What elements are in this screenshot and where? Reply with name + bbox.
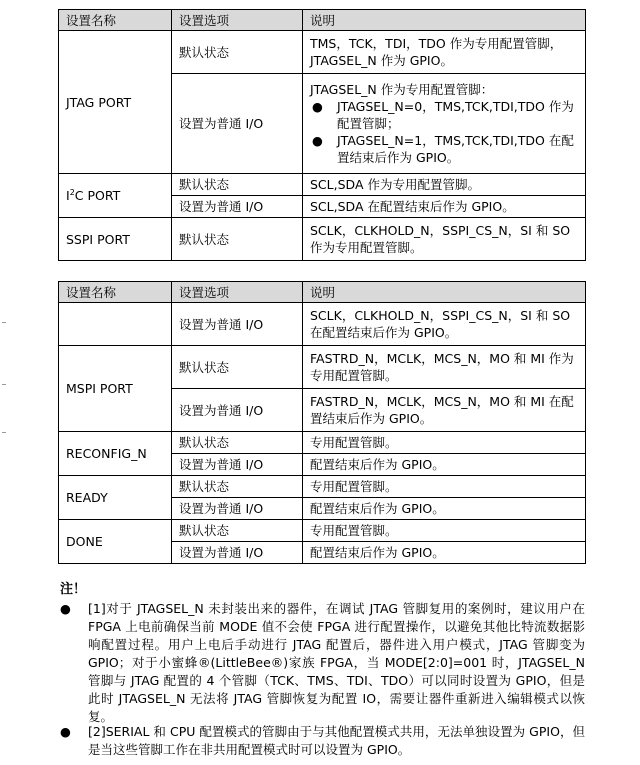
description-cell: FASTRD_N，MCLK，MCS_N，MO 和 MI 作为专用配置管脚。 — [303, 346, 586, 389]
note-item — [60, 723, 585, 759]
description-intro: JTAGSEL_N 作为专用配置管脚： — [310, 82, 494, 97]
description-cell: SCLK，CLKHOLD_N，SSPI_CS_N，SI 和 SO 在配置结束后作为 GPIO。 — [303, 303, 586, 346]
config-table-part2 — [58, 281, 586, 564]
option-cell: 默认状态 — [172, 218, 303, 261]
table-row — [59, 31, 586, 74]
mspi-port-name: MSPI PORT — [59, 346, 172, 432]
i2c-name-suffix: C PORT — [74, 188, 121, 203]
option-cell: 设置为普通 I/O — [172, 498, 303, 520]
description-cell: 配置结束后作为 GPIO。 — [303, 498, 586, 520]
description-cell: 配置结束后作为 GPIO。 — [303, 454, 586, 476]
option-cell: 设置为普通 I/O — [172, 303, 303, 346]
option-cell: 默认状态 — [172, 174, 303, 196]
description-cell: SCL,SDA 作为专用配置管脚。 — [303, 174, 586, 196]
sspi-port-name: SSPI PORT — [59, 218, 172, 261]
option-cell: 默认状态 — [172, 520, 303, 542]
margin-mark — [2, 322, 6, 323]
jtag-port-name: JTAG PORT — [59, 31, 172, 174]
description-cell — [303, 74, 586, 174]
config-table-part1 — [58, 9, 586, 261]
reconfig-n-name: RECONFIG_N — [59, 432, 172, 476]
note-text: [1]对于 JTAGSEL_N 未封装出来的器件，在调试 JTAG 管脚复用的案例时，建议用户在 FPGA 上电前确保当前 MODE 值不会使 FPGA 进行配置操作，以避免其他比特流数据影响配置过程。用户上电后手动进行 JTAG 配置后，器件进入用户模式，JTAG 管脚变为 GPIO；对于小蜜蜂®(LittleBee®)家族 FPGA，当 MODE[2:0]=001 时，JTAGSEL_N 管脚与 JTAG 配置的 4 个管脚（TCK、TMS、TDI、TDO）可以同时设置为 GPIO，但是此时 JTAGSEL_N 无法将 JTAG 管脚恢复为配置 IO，需要让器件重新进入编辑模式以恢复。 — [88, 601, 585, 724]
description-cell: SCL,SDA 在配置结束后作为 GPIO。 — [303, 196, 586, 218]
done-name: DONE — [59, 520, 172, 564]
i2c-name-superscript: 2 — [69, 187, 75, 197]
bullet-icon: ● — [312, 133, 323, 148]
description-cell: TMS，TCK，TDI，TDO 作为专用配置管脚，JTAGSEL_N 作为 GPIO。 — [303, 31, 586, 74]
header-description: 说明 — [303, 282, 586, 303]
note-text: [2]SERIAL 和 CPU 配置模式的管脚由于与其他配置模式共用，无法单独设置为 GPIO，但是当这些管脚工作在非共用配置模式时可以设置为 GPIO。 — [88, 724, 585, 757]
i2c-name-prefix: I — [66, 188, 70, 203]
description-cell: 专用配置管脚。 — [303, 520, 586, 542]
margin-mark — [2, 432, 6, 433]
bullet-icon: ● — [60, 601, 71, 616]
description-cell: 专用配置管脚。 — [303, 476, 586, 498]
header-setting-option: 设置选项 — [172, 282, 303, 303]
table-row — [59, 218, 586, 261]
table-row — [59, 346, 586, 389]
option-cell: 默认状态 — [172, 346, 303, 389]
header-setting-option: 设置选项 — [172, 10, 303, 31]
ready-name: READY — [59, 476, 172, 520]
header-setting-name: 设置名称 — [59, 10, 172, 31]
option-cell: 默认状态 — [172, 31, 303, 74]
option-cell: 设置为普通 I/O — [172, 389, 303, 432]
header-description: 说明 — [303, 10, 586, 31]
list-item — [310, 132, 579, 166]
option-cell: 设置为普通 I/O — [172, 74, 303, 174]
table-header-row — [59, 282, 586, 303]
bullet-icon: ● — [60, 724, 71, 739]
header-setting-name: 设置名称 — [59, 282, 172, 303]
description-cell: SCLK，CLKHOLD_N，SSPI_CS_N，SI 和 SO 作为专用配置管脚。 — [303, 218, 586, 261]
empty-name-cell — [59, 303, 172, 346]
option-cell: 默认状态 — [172, 476, 303, 498]
list-item-text: JTAGSEL_N=1，TMS,TCK,TDI,TDO 在配置结束后作为 GPIO。 — [337, 133, 574, 165]
table-row — [59, 174, 586, 196]
table-row — [59, 303, 586, 346]
margin-mark — [2, 384, 6, 385]
option-cell: 设置为普通 I/O — [172, 542, 303, 564]
description-cell: FASTRD_N，MCLK，MCS_N，MO 和 MI 在配置结束后作为 GPIO。 — [303, 389, 586, 432]
table-header-row — [59, 10, 586, 31]
table-row — [59, 520, 586, 542]
table-row — [59, 432, 586, 454]
notes-title: 注！ — [60, 582, 87, 597]
description-cell: 配置结束后作为 GPIO。 — [303, 542, 586, 564]
list-item — [310, 98, 579, 132]
description-list — [310, 98, 579, 166]
note-item — [60, 600, 585, 726]
option-cell: 设置为普通 I/O — [172, 196, 303, 218]
table-row — [59, 476, 586, 498]
option-cell: 默认状态 — [172, 432, 303, 454]
bullet-icon: ● — [312, 99, 323, 114]
i2c-port-name — [59, 174, 172, 218]
list-item-text: JTAGSEL_N=0，TMS,TCK,TDI,TDO 作为配置管脚； — [337, 99, 574, 131]
option-cell: 设置为普通 I/O — [172, 454, 303, 476]
description-cell: 专用配置管脚。 — [303, 432, 586, 454]
